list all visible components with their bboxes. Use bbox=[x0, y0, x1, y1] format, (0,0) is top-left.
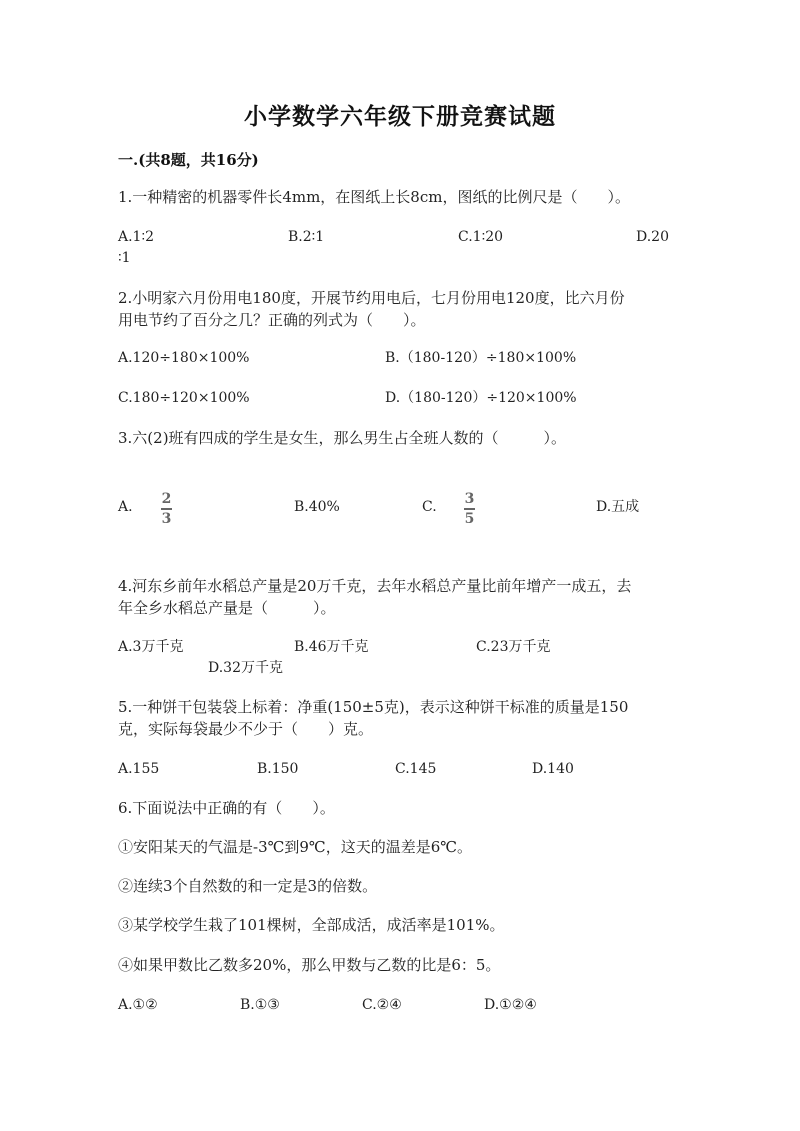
question-1-option-d-continued: ∶1 bbox=[118, 250, 131, 266]
fraction-numerator: 2 bbox=[161, 491, 172, 507]
question-5-option-c: C.145 bbox=[395, 761, 437, 777]
question-4-line-1: 4.河东乡前年水稻总产量是20万千克，去年水稻总产量比前年增产一成五，去 bbox=[118, 577, 632, 595]
section-heading: 一.(共8题，共16分) bbox=[118, 151, 259, 169]
fraction-bar bbox=[464, 508, 475, 510]
question-2-option-c: C.180÷120×100% bbox=[118, 390, 250, 406]
question-6-statement-2: ②连续3个自然数的和一定是3的倍数。 bbox=[118, 877, 378, 895]
fraction-denominator: 5 bbox=[464, 510, 475, 527]
question-6-statement-4: ④如果甲数比乙数多20%，那么甲数与乙数的比是6：5。 bbox=[118, 956, 501, 974]
question-2-option-d: D.（180-120）÷120×100% bbox=[385, 390, 577, 406]
fraction-bar bbox=[161, 508, 172, 510]
question-5-option-a: A.155 bbox=[118, 761, 160, 777]
question-4-option-d: D.32万千克 bbox=[208, 660, 283, 676]
question-3-option-c-fraction bbox=[464, 491, 475, 527]
question-1-option-b: B.2∶1 bbox=[288, 229, 325, 245]
question-3-option-d: D.五成 bbox=[596, 499, 640, 515]
question-3-option-b: B.40% bbox=[294, 499, 340, 515]
question-4-option-b: B.46万千克 bbox=[294, 639, 369, 655]
question-5-line-1: 5.一种饼干包装袋上标着：净重(150±5克)，表示这种饼干标准的质量是150 bbox=[118, 698, 629, 716]
question-5-option-d: D.140 bbox=[532, 761, 574, 777]
question-6-option-b: B.①③ bbox=[240, 997, 280, 1013]
fraction-numerator: 3 bbox=[464, 491, 475, 507]
question-6-statement-1: ①安阳某天的气温是-3℃到9℃，这天的温差是6℃。 bbox=[118, 838, 473, 856]
fraction-denominator: 3 bbox=[161, 510, 172, 527]
question-4-line-2: 年全乡水稻总产量是（ ）。 bbox=[118, 599, 336, 617]
question-3-option-a-fraction bbox=[161, 491, 172, 527]
question-4-option-a: A.3万千克 bbox=[118, 639, 184, 655]
question-3-option-c-label: C. bbox=[422, 499, 437, 515]
question-6-option-d: D.①②④ bbox=[484, 997, 537, 1013]
question-1-option-a: A.1∶2 bbox=[118, 229, 155, 245]
question-5-line-2: 克，实际每袋最少不少于（ ）克。 bbox=[118, 720, 374, 738]
question-6-option-c: C.②④ bbox=[362, 997, 402, 1013]
question-6-option-a: A.①② bbox=[118, 997, 158, 1013]
question-1-option-d: D.20 bbox=[636, 229, 669, 245]
question-4-option-c: C.23万千克 bbox=[476, 639, 551, 655]
question-6-statement-3: ③某学校学生栽了101棵树，全部成活，成活率是101%。 bbox=[118, 916, 505, 934]
question-6-text: 6.下面说法中正确的有（ ）。 bbox=[118, 799, 335, 817]
question-2-option-b: B.（180-120）÷180×100% bbox=[385, 350, 577, 366]
question-3-text: 3.六(2)班有四成的学生是女生，那么男生占全班人数的（ ）。 bbox=[118, 429, 567, 447]
question-2-option-a: A.120÷180×100% bbox=[118, 350, 250, 366]
question-1-text: 1.一种精密的机器零件长4mm，在图纸上长8cm，图纸的比例尺是（ ）。 bbox=[118, 188, 630, 206]
question-2-line-1: 2.小明家六月份用电180度，开展节约用电后，七月份用电120度，比六月份 bbox=[118, 289, 625, 307]
question-2-line-2: 用电节约了百分之几？正确的列式为（ ）。 bbox=[118, 311, 426, 329]
question-5-option-b: B.150 bbox=[257, 761, 299, 777]
page-title: 小学数学六年级下册竞赛试题 bbox=[244, 103, 556, 130]
question-3-option-a-label: A. bbox=[118, 499, 133, 515]
question-1-option-c: C.1∶20 bbox=[458, 229, 504, 245]
